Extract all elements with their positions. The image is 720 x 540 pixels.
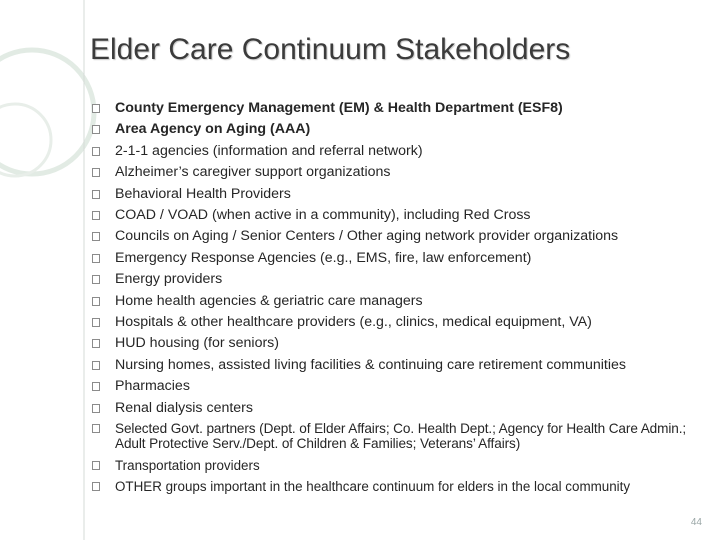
- list-item: [92, 205, 707, 226]
- list-item-text: County Emergency Management (EM) & Health Department (ESF8): [115, 100, 563, 116]
- list-item-text: Alzheimer’s caregiver support organizations: [115, 164, 391, 181]
- list-item-text: Energy providers: [115, 271, 223, 288]
- bullet-box-icon: [92, 461, 100, 470]
- bullet-box-icon: [92, 404, 100, 413]
- list-item-text: Selected Govt. partners (Dept. of Elder Affairs; Co. Health Dept.; Agency for Health Care Admin.; Adult Protective Serv./Dept. of Children & Families; Veterans’ Affairs): [115, 421, 687, 451]
- bullet-box-icon: [92, 361, 100, 370]
- list-item-text: OTHER groups important in the healthcare continuum for elders in the local community: [115, 479, 631, 495]
- list-item-text: Renal dialysis centers: [115, 399, 253, 416]
- bullet-box-icon: [92, 190, 100, 199]
- list-item: [92, 376, 707, 397]
- bullet-box-icon: [92, 482, 100, 491]
- bullet-box-icon: [92, 424, 100, 433]
- list-item: [92, 333, 707, 354]
- list-item-text: Councils on Aging / Senior Centers / Other aging network provider organizations: [115, 228, 619, 245]
- list-item: [92, 119, 707, 140]
- list-item: [92, 476, 707, 497]
- list-item-text: Emergency Response Agencies (e.g., EMS, fire, law enforcement): [115, 249, 532, 266]
- list-item-text: Hospitals & other healthcare providers (e.g., clinics, medical equipment, VA): [115, 314, 592, 331]
- list-item-text: Behavioral Health Providers: [115, 185, 291, 202]
- bullet-box-icon: [92, 318, 100, 327]
- list-item: [92, 455, 707, 476]
- bullet-box-icon: [92, 211, 100, 220]
- list-item: [92, 226, 707, 247]
- page-number: 44: [690, 517, 702, 528]
- list-item: [92, 398, 707, 419]
- list-item-text: Transportation providers: [115, 458, 260, 474]
- bullet-box-icon: [92, 339, 100, 348]
- list-item-text: Area Agency on Aging (AAA): [115, 121, 311, 138]
- list-item: [92, 98, 707, 119]
- list-item: [92, 162, 707, 183]
- bullet-box-icon: [92, 125, 100, 134]
- list-item-text: COAD / VOAD (when active in a community), including Red Cross: [115, 207, 531, 224]
- list-item-text: HUD housing (for seniors): [115, 335, 280, 352]
- list-item: [92, 141, 707, 162]
- list-item-text: 2-1-1 agencies (information and referral network): [115, 142, 423, 159]
- bullet-box-icon: [92, 104, 100, 113]
- list-item: [92, 248, 707, 269]
- deco-circle-small: [0, 104, 51, 176]
- list-item: [92, 291, 707, 312]
- bullet-box-icon: [92, 382, 100, 391]
- bullet-box-icon: [92, 297, 100, 306]
- bullet-box-icon: [92, 232, 100, 241]
- stakeholder-list: [92, 98, 707, 497]
- bullet-box-icon: [92, 275, 100, 284]
- list-item: [92, 184, 707, 205]
- list-item: [92, 419, 707, 455]
- slide-title: Elder Care Continuum Stakeholders: [90, 33, 571, 66]
- list-item-text: Pharmacies: [115, 378, 190, 395]
- bullet-box-icon: [92, 168, 100, 177]
- list-item-text: Home health agencies & geriatric care managers: [115, 292, 423, 309]
- list-item: [92, 312, 707, 333]
- list-item: [92, 269, 707, 290]
- list-item: [92, 355, 707, 376]
- bullet-box-icon: [92, 147, 100, 156]
- list-item-text: Nursing homes, assisted living facilities & continuing care retirement communities: [115, 356, 626, 373]
- bullet-box-icon: [92, 254, 100, 263]
